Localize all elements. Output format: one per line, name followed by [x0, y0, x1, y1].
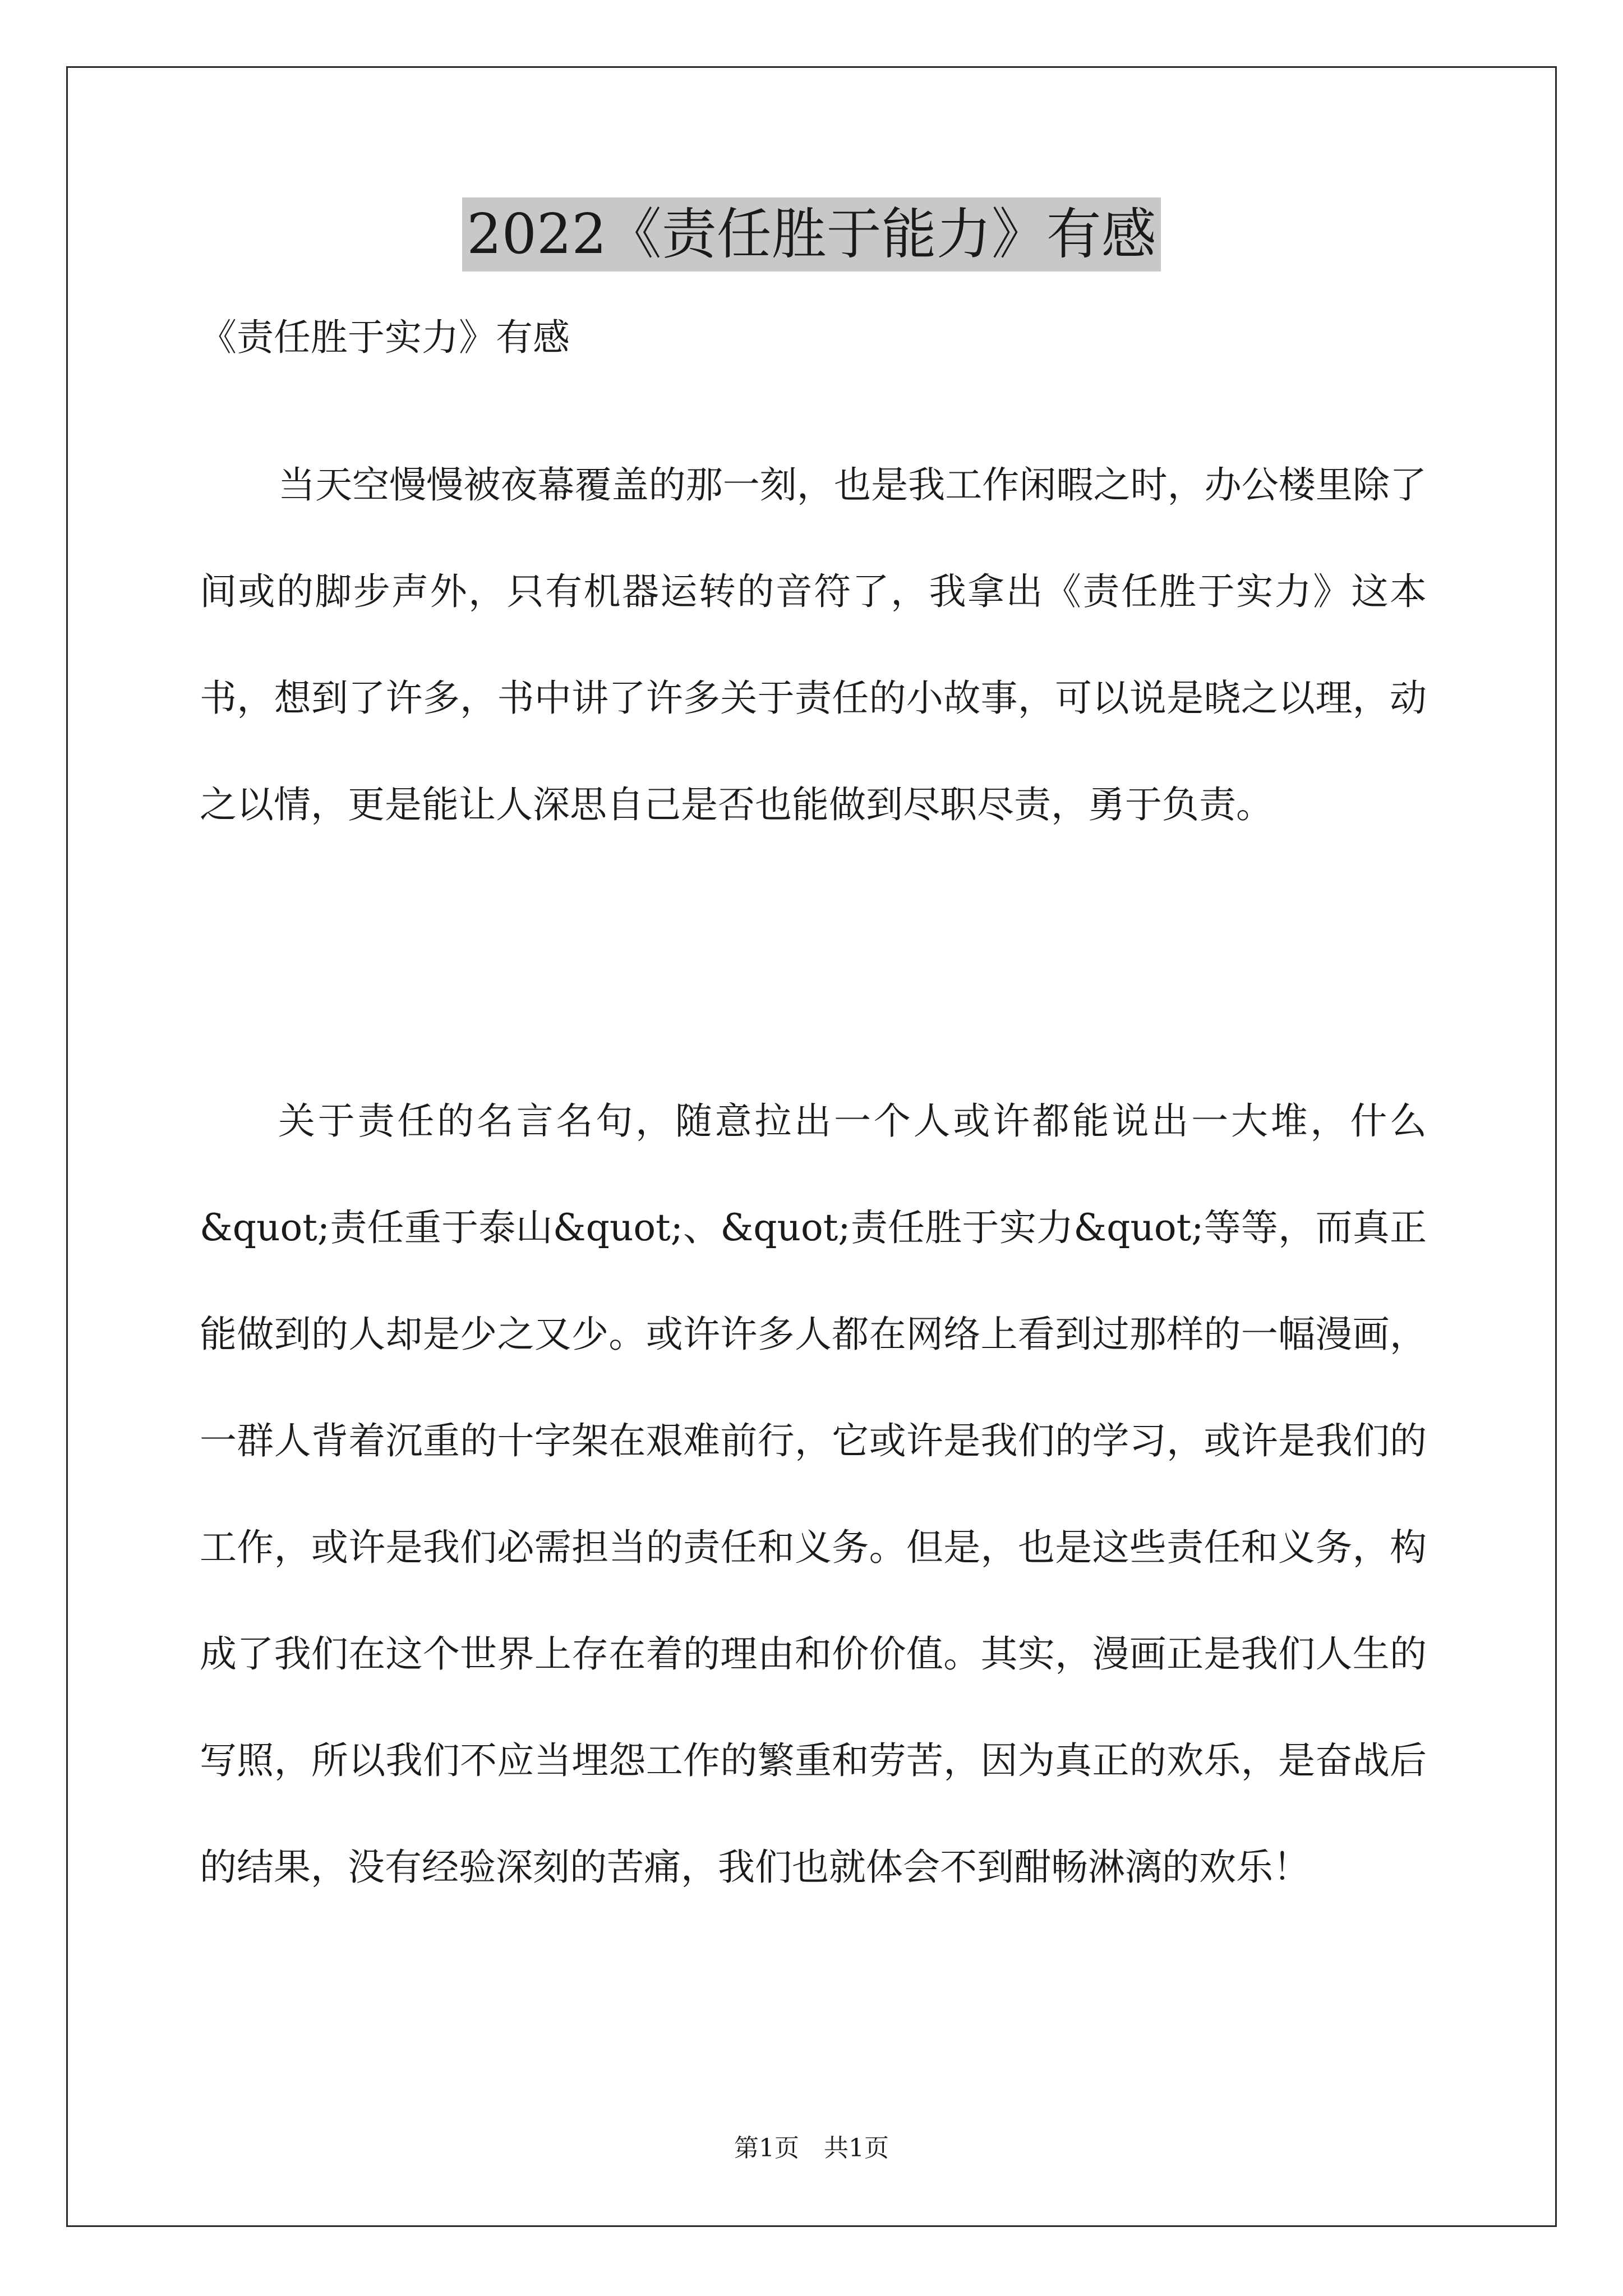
page-title: 2022《责任胜于能力》有感 [462, 197, 1160, 272]
subtitle: 《责任胜于实力》有感 [200, 316, 570, 359]
page-footer: 第1页 共1页 [734, 2134, 889, 2162]
title-container [0, 197, 1623, 272]
paragraph-2: 关于责任的名言名句，随意拉出一个人或许都能说出一大堆，什么&quot;责任重于泰山&quot;、&quot;责任胜于实力&quot;等等，而真正能做到的人却是少之又少。或许许多人都在网络上看到过那样的一幅漫画，一群人背着沉重的十字架在艰难前行，它或许是我们的学习，或许是我们的工作，或许是我们必需担当的责任和义务。但是，也是这些责任和义务，构成了我们在这个世界上存在着的理由和价价值。其实，漫画正是我们人生的写照，所以我们不应当埋怨工作的繁重和劳苦，因为真正的欢乐，是奋战后的结果，没有经验深刻的苦痛，我们也就体会不到酣畅淋漓的欢乐！ [200, 1099, 1427, 1889]
paragraph-1: 当天空慢慢被夜幕覆盖的那一刻，也是我工作闲暇之时，办公楼里除了间或的脚步声外，只有机器运转的音符了，我拿出《责任胜于实力》这本书，想到了许多，书中讲了许多关于责任的小故事，可以说是晓之以理，动之以情，更是能让人深思自己是否也能做到尽职尽责，勇于负责。 [200, 463, 1427, 826]
